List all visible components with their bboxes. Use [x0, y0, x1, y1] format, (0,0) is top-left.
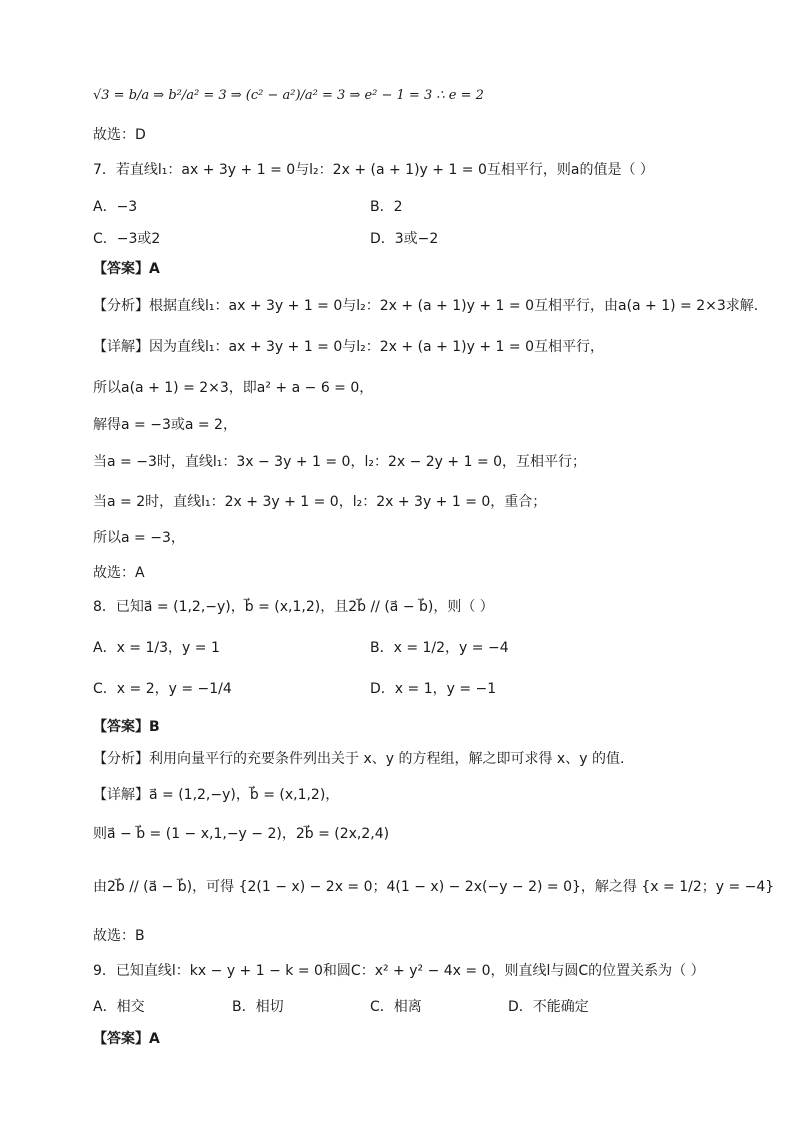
q7-option-a: A．−3	[93, 199, 138, 215]
q9-option-d: D．不能确定	[508, 999, 589, 1015]
q9-option-a: A．相交	[93, 999, 145, 1015]
q7-analysis: 【分析】根据直线l₁：ax + 3y + 1 = 0与l₂：2x + (a + 1)y + 1 = 0互相平行，由a(a + 1) = 2×3求解.	[93, 298, 759, 314]
q8-answer: 【答案】B	[93, 719, 160, 735]
q7-step-2: 解得a = −3或a = 2，	[93, 417, 237, 433]
q8-detail: 【详解】a⃗ = (1,2,−y)，b⃗ = (x,1,2)，	[93, 787, 340, 803]
question-7: 7．若直线l₁：ax + 3y + 1 = 0与l₂：2x + (a + 1)y + 1 = 0互相平行，则a的值是（ ）	[93, 162, 654, 178]
q8-step-1: 则a⃗ − b⃗ = (1 − x,1,−y − 2)，2b⃗ = (2x,2,4)	[93, 826, 390, 842]
q7-answer: 【答案】A	[93, 261, 160, 277]
q7-step-3: 当a = −3时，直线l₁：3x − 3y + 1 = 0，l₂：2x − 2y + 1 = 0，互相平行；	[93, 454, 587, 470]
q8-option-d: D．x = 1，y = −1	[370, 681, 497, 697]
q7-option-b: B．2	[370, 199, 403, 215]
q8-step-2: 由2b⃗ // (a⃗ − b⃗)，可得 {2(1 − x) − 2x = 0；4(1 − x) − 2x(−y − 2) = 0}，解之得 {x = 1/2；y = −4}	[93, 879, 775, 895]
answer-choice-q6: 故选：D	[93, 127, 146, 143]
q7-step-5: 所以a = −3，	[93, 530, 185, 546]
q7-option-c: C．−3或2	[93, 231, 161, 247]
q7-step-4: 当a = 2时，直线l₁：2x + 3y + 1 = 0，l₂：2x + 3y + 1 = 0，重合；	[93, 494, 547, 510]
q7-choice: 故选：A	[93, 565, 145, 581]
q9-option-b: B．相切	[232, 999, 284, 1015]
q8-choice: 故选：B	[93, 928, 145, 944]
q7-step-1: 所以a(a + 1) = 2×3，即a² + a − 6 = 0，	[93, 380, 374, 396]
q9-answer: 【答案】A	[93, 1031, 160, 1047]
q7-option-d: D．3或−2	[370, 231, 439, 247]
formula-eccentricity: √3 = b/a ⇒ b²/a² = 3 ⇒ (c² − a²)/a² = 3 ⇒ e² − 1 = 3 ∴ e = 2	[93, 88, 484, 103]
q8-option-c: C．x = 2，y = −1/4	[93, 681, 232, 697]
q8-option-a: A．x = 1/3，y = 1	[93, 640, 220, 656]
q7-detail: 【详解】因为直线l₁：ax + 3y + 1 = 0与l₂：2x + (a + 1)y + 1 = 0互相平行，	[93, 339, 604, 355]
q8-analysis: 【分析】利用向量平行的充要条件列出关于 x、y 的方程组，解之即可求得 x、y 的值.	[93, 751, 625, 767]
q9-option-c: C．相离	[370, 999, 422, 1015]
q8-option-b: B．x = 1/2，y = −4	[370, 640, 509, 656]
question-8: 8．已知a⃗ = (1,2,−y)，b⃗ = (x,1,2)，且2b⃗ // (a⃗ − b⃗)，则（ ）	[93, 599, 494, 615]
question-9: 9．已知直线l：kx − y + 1 − k = 0和圆C：x² + y² − 4x = 0，则直线l与圆C的位置关系为（ ）	[93, 963, 705, 979]
